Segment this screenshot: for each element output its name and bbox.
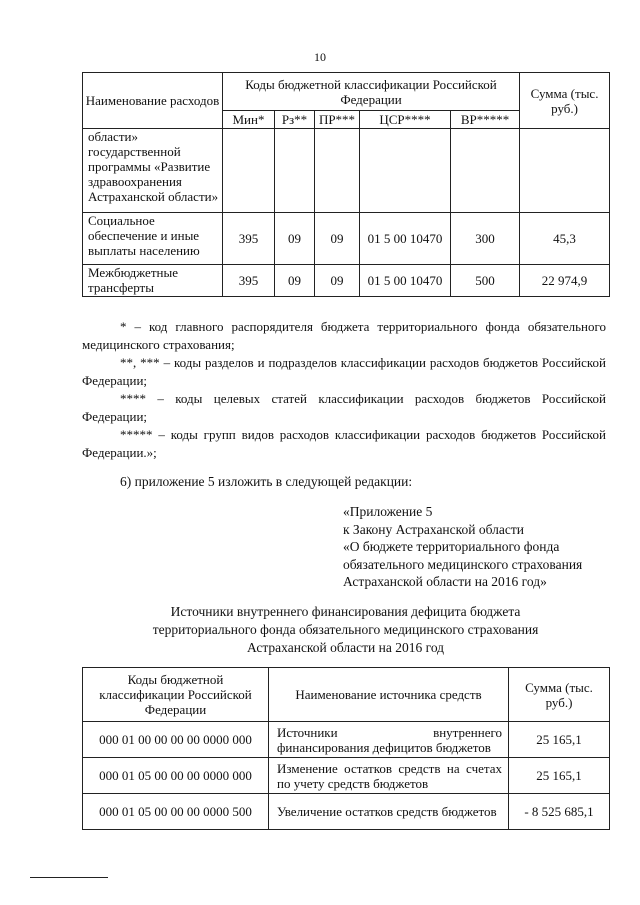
footnote-csr: **** – коды целевых статей классификации расходов бюджетов Российской Федерации; — [82, 391, 606, 424]
expenses-table — [82, 72, 610, 297]
appendix-line: «О бюджете территориального фонда — [343, 539, 560, 554]
header-rz: Рз** — [275, 111, 315, 129]
section-title — [82, 603, 609, 657]
title-line: Астраханской области на 2016 год — [246, 640, 445, 655]
table-row — [83, 265, 610, 297]
row-csr: 01 5 00 10470 — [360, 265, 451, 297]
row-rz — [275, 129, 315, 213]
header-source-name: Наименование источника средств — [269, 668, 509, 722]
appendix-header — [343, 503, 582, 591]
row-code: 000 01 05 00 00 00 0000 000 — [83, 758, 269, 794]
row-code: 000 01 00 00 00 00 0000 000 — [83, 722, 269, 758]
header-codes: Коды бюджетной классификации Российской Федерации — [83, 668, 269, 722]
row-min — [223, 129, 275, 213]
title-line: Источники внутреннего финансирования дефицита бюджета — [170, 604, 521, 619]
table-row — [83, 794, 610, 830]
row-sum — [520, 129, 610, 213]
row-vr — [451, 129, 520, 213]
row-sum: 25 165,1 — [509, 722, 610, 758]
page-number: 10 — [314, 50, 326, 64]
row-name: области» государственной программы «Развитие здравоохранения Астраханской области» — [83, 129, 223, 213]
appendix-line: обязательного медицинского страхования — [343, 556, 583, 572]
row-sum: 25 165,1 — [509, 758, 610, 794]
row-min: 395 — [223, 213, 275, 265]
table-row — [83, 213, 610, 265]
footnote-rz-pr: **, *** – коды разделов и подразделов классификации расходов бюджетов Российской Федерации; — [82, 355, 606, 388]
appendix-line: к Закону Астраханской области — [343, 521, 525, 537]
title-line: территориального фонда обязательного медицинского страхования — [152, 622, 539, 637]
appendix-line: «Приложение 5 — [343, 504, 433, 519]
header-sum: Сумма (тыс. руб.) — [520, 73, 610, 129]
row-rz: 09 — [275, 265, 315, 297]
row-pr: 09 — [315, 265, 360, 297]
row-name: Межбюджетные трансферты — [83, 265, 223, 297]
row-csr — [360, 129, 451, 213]
row-sum: 22 974,9 — [520, 265, 610, 297]
header-sum: Сумма (тыс. руб.) — [509, 668, 610, 722]
header-csr: ЦСР**** — [360, 111, 451, 129]
row-pr — [315, 129, 360, 213]
footnote-divider — [30, 877, 108, 878]
header-pr: ПР*** — [315, 111, 360, 129]
header-min: Мин* — [223, 111, 275, 129]
row-min: 395 — [223, 265, 275, 297]
row-rz: 09 — [275, 213, 315, 265]
header-expense-name: Наименование расходов — [83, 73, 223, 129]
header-vr: ВР***** — [451, 111, 520, 129]
row-name: Увеличение остатков средств бюджетов — [269, 794, 509, 830]
row-pr: 09 — [315, 213, 360, 265]
appendix-line: Астраханской области на 2016 год» — [343, 574, 547, 589]
amendment-paragraph: 6) приложение 5 изложить в следующей редакции: — [120, 474, 413, 489]
financing-sources-table — [82, 667, 610, 830]
table-row — [83, 129, 610, 213]
header-budget-codes: Коды бюджетной классификации Российской Федерации — [223, 73, 520, 111]
row-name: Изменение остатков средств на счетах по учету средств бюджетов — [269, 758, 509, 794]
table-row — [83, 722, 610, 758]
row-vr: 300 — [451, 213, 520, 265]
row-name: Социальное обеспечение и иные выплаты населению — [83, 213, 223, 265]
row-vr: 500 — [451, 265, 520, 297]
row-sum: 45,3 — [520, 213, 610, 265]
row-sum: - 8 525 685,1 — [509, 794, 610, 830]
row-name: Источники внутреннего финансирования дефицитов бюджетов — [269, 722, 509, 758]
footnote-vr: ***** – коды групп видов расходов классификации расходов бюджетов Российской Федерации.»; — [82, 427, 606, 460]
table-row — [83, 758, 610, 794]
row-code: 000 01 05 00 00 00 0000 500 — [83, 794, 269, 830]
row-csr: 01 5 00 10470 — [360, 213, 451, 265]
footnotes — [82, 318, 606, 462]
footnote-min: * – код главного распорядителя бюджета территориального фонда обязательного медицинского страхования; — [82, 319, 606, 352]
